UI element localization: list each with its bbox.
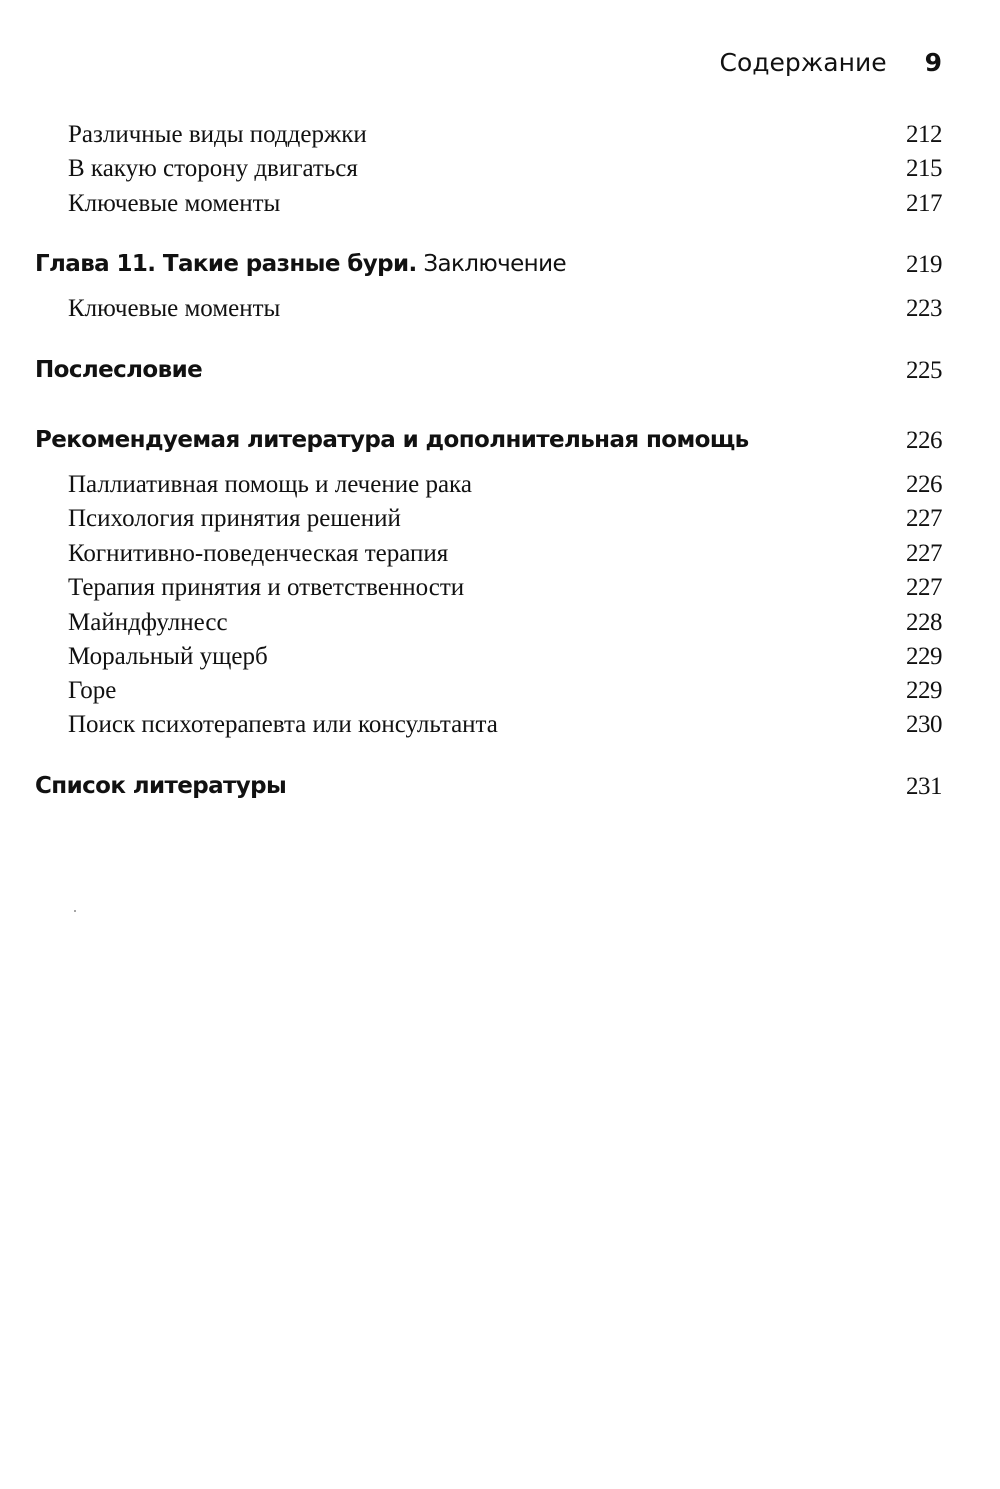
- toc-entry: [0, 574, 1000, 610]
- toc-entry-title: Терапия принятия и ответственности: [68, 574, 465, 601]
- toc-recommended-title: Рекомендуемая литература и дополнительная помощь: [35, 427, 749, 453]
- toc-entry-page: 223: [906, 295, 942, 322]
- toc-entry-title: Когнитивно-поведенческая терапия: [68, 540, 449, 567]
- toc-chapter-page: 219: [906, 251, 942, 278]
- toc-entry: [0, 155, 1000, 191]
- toc-entry-title: Поиск психотерапевта или консультанта: [68, 711, 498, 738]
- scan-speck: [74, 910, 76, 912]
- toc-entry-page: 227: [906, 540, 942, 567]
- toc-bibliography-title: Список литературы: [35, 773, 287, 799]
- toc-entry-title: Моральный ущерб: [68, 643, 268, 670]
- toc-entry: [0, 643, 1000, 679]
- toc-entry-title: Майндфулнесс: [68, 609, 228, 636]
- toc-chapter-title: [35, 251, 566, 277]
- toc-entry: [0, 121, 1000, 157]
- toc-entry: [0, 711, 1000, 747]
- toc-entry-page: 215: [906, 155, 942, 182]
- toc-entry: [0, 609, 1000, 645]
- toc-entry-title: Психология принятия решений: [68, 505, 401, 532]
- toc-chapter-entry: [0, 251, 1000, 287]
- toc-bibliography-page: 231: [906, 773, 942, 800]
- toc-chapter-title-bold: Глава 11. Такие разные бури.: [35, 251, 417, 277]
- running-head: [719, 48, 942, 77]
- toc-entry: [0, 295, 1000, 331]
- toc-bibliography-entry: [0, 773, 1000, 809]
- toc-entry-page: 226: [906, 471, 942, 498]
- toc-afterword-entry: [0, 357, 1000, 393]
- toc-entry: [0, 540, 1000, 576]
- toc-entry-title: Ключевые моменты: [68, 190, 281, 217]
- toc-chapter-title-regular: Заключение: [423, 251, 567, 277]
- toc-entry-title: Различные виды поддержки: [68, 121, 367, 148]
- toc-entry-title: Паллиативная помощь и лечение рака: [68, 471, 472, 498]
- toc-entry-page: 228: [906, 609, 942, 636]
- toc-entry-page: 229: [906, 643, 942, 670]
- toc-entry-page: 230: [906, 711, 942, 738]
- toc-entry: [0, 505, 1000, 541]
- toc-entry-page: 217: [906, 190, 942, 217]
- toc-entry-page: 227: [906, 574, 942, 601]
- page-number: 9: [924, 48, 942, 77]
- toc-entry-title: Ключевые моменты: [68, 295, 281, 322]
- toc-entry: [0, 471, 1000, 507]
- toc-entry-title: В какую сторону двигаться: [68, 155, 358, 182]
- toc-afterword-page: 225: [906, 357, 942, 384]
- toc-recommended-entry: [0, 427, 1000, 463]
- running-head-title: Содержание: [719, 48, 887, 77]
- toc-entry: [0, 677, 1000, 713]
- toc-afterword-title: Послесловие: [35, 357, 203, 383]
- toc-entry-title: Горе: [68, 677, 117, 704]
- toc-entry-page: 229: [906, 677, 942, 704]
- toc-entry-page: 227: [906, 505, 942, 532]
- toc-recommended-page: 226: [906, 427, 942, 454]
- toc-entry: [0, 190, 1000, 226]
- toc-entry-page: 212: [906, 121, 942, 148]
